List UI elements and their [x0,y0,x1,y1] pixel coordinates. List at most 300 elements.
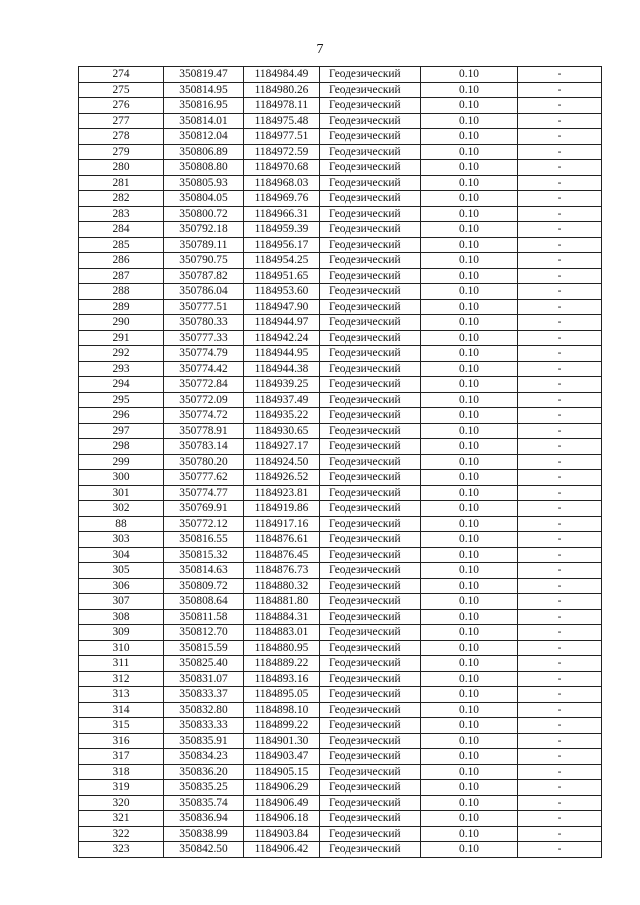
method-cell: Геодезический [320,408,421,424]
coordinates-table-body [79,67,602,858]
y-coordinate-cell: 1184939.25 [244,377,320,393]
y-coordinate-cell: 1184968.03 [244,175,320,191]
table-row [79,299,602,315]
method-cell: Геодезический [320,67,421,83]
x-coordinate-cell: 350842.50 [164,842,244,858]
y-coordinate-cell: 1184889.22 [244,656,320,672]
method-cell: Геодезический [320,82,421,98]
point-number-cell: 308 [79,609,164,625]
method-cell: Геодезический [320,811,421,827]
y-coordinate-cell: 1184947.90 [244,299,320,315]
method-cell: Геодезический [320,315,421,331]
point-number-cell: 293 [79,361,164,377]
x-coordinate-cell: 350816.55 [164,532,244,548]
x-coordinate-cell: 350769.91 [164,501,244,517]
table-row [79,764,602,780]
description-cell: - [518,346,602,362]
point-number-cell: 314 [79,702,164,718]
table-row [79,253,602,269]
method-cell: Геодезический [320,470,421,486]
method-cell: Геодезический [320,780,421,796]
accuracy-cell: 0.10 [421,268,518,284]
x-coordinate-cell: 350835.25 [164,780,244,796]
point-number-cell: 277 [79,113,164,129]
method-cell: Геодезический [320,423,421,439]
y-coordinate-cell: 1184906.42 [244,842,320,858]
accuracy-cell: 0.10 [421,144,518,160]
accuracy-cell: 0.10 [421,98,518,114]
accuracy-cell: 0.10 [421,454,518,470]
description-cell: - [518,516,602,532]
method-cell: Геодезический [320,671,421,687]
point-number-cell: 282 [79,191,164,207]
x-coordinate-cell: 350772.12 [164,516,244,532]
table-row [79,702,602,718]
description-cell: - [518,175,602,191]
point-number-cell: 323 [79,842,164,858]
accuracy-cell: 0.10 [421,470,518,486]
y-coordinate-cell: 1184978.11 [244,98,320,114]
description-cell: - [518,299,602,315]
description-cell: - [518,268,602,284]
method-cell: Геодезический [320,206,421,222]
table-row [79,284,602,300]
x-coordinate-cell: 350836.20 [164,764,244,780]
accuracy-cell: 0.10 [421,206,518,222]
point-number-cell: 300 [79,470,164,486]
table-row [79,594,602,610]
accuracy-cell: 0.10 [421,485,518,501]
table-row [79,361,602,377]
accuracy-cell: 0.10 [421,113,518,129]
method-cell: Геодезический [320,377,421,393]
description-cell: - [518,222,602,238]
method-cell: Геодезический [320,268,421,284]
y-coordinate-cell: 1184944.38 [244,361,320,377]
table-row [79,625,602,641]
y-coordinate-cell: 1184927.17 [244,439,320,455]
table-row [79,563,602,579]
accuracy-cell: 0.10 [421,501,518,517]
point-number-cell: 306 [79,578,164,594]
method-cell: Геодезический [320,594,421,610]
accuracy-cell: 0.10 [421,733,518,749]
y-coordinate-cell: 1184969.76 [244,191,320,207]
table-row [79,439,602,455]
x-coordinate-cell: 350833.37 [164,687,244,703]
method-cell: Геодезический [320,764,421,780]
accuracy-cell: 0.10 [421,625,518,641]
y-coordinate-cell: 1184937.49 [244,392,320,408]
x-coordinate-cell: 350811.58 [164,609,244,625]
accuracy-cell: 0.10 [421,175,518,191]
description-cell: - [518,129,602,145]
x-coordinate-cell: 350814.95 [164,82,244,98]
x-coordinate-cell: 350772.84 [164,377,244,393]
table-row [79,718,602,734]
x-coordinate-cell: 350808.80 [164,160,244,176]
y-coordinate-cell: 1184898.10 [244,702,320,718]
description-cell: - [518,687,602,703]
method-cell: Геодезический [320,749,421,765]
coordinates-table [78,66,602,858]
table-row [79,780,602,796]
x-coordinate-cell: 350774.72 [164,408,244,424]
point-number-cell: 310 [79,640,164,656]
x-coordinate-cell: 350774.42 [164,361,244,377]
x-coordinate-cell: 350825.40 [164,656,244,672]
description-cell: - [518,702,602,718]
table-row [79,268,602,284]
table-row [79,237,602,253]
accuracy-cell: 0.10 [421,191,518,207]
description-cell: - [518,330,602,346]
x-coordinate-cell: 350809.72 [164,578,244,594]
table-row [79,749,602,765]
y-coordinate-cell: 1184926.52 [244,470,320,486]
x-coordinate-cell: 350806.89 [164,144,244,160]
description-cell: - [518,718,602,734]
description-cell: - [518,842,602,858]
y-coordinate-cell: 1184956.17 [244,237,320,253]
x-coordinate-cell: 350774.77 [164,485,244,501]
y-coordinate-cell: 1184975.48 [244,113,320,129]
description-cell: - [518,377,602,393]
point-number-cell: 280 [79,160,164,176]
y-coordinate-cell: 1184944.95 [244,346,320,362]
x-coordinate-cell: 350787.82 [164,268,244,284]
table-row [79,113,602,129]
method-cell: Геодезический [320,485,421,501]
accuracy-cell: 0.10 [421,160,518,176]
point-number-cell: 290 [79,315,164,331]
x-coordinate-cell: 350792.18 [164,222,244,238]
y-coordinate-cell: 1184899.22 [244,718,320,734]
point-number-cell: 274 [79,67,164,83]
method-cell: Геодезический [320,625,421,641]
description-cell: - [518,625,602,641]
point-number-cell: 320 [79,795,164,811]
y-coordinate-cell: 1184876.45 [244,547,320,563]
method-cell: Геодезический [320,346,421,362]
x-coordinate-cell: 350815.59 [164,640,244,656]
y-coordinate-cell: 1184884.31 [244,609,320,625]
table-row [79,640,602,656]
accuracy-cell: 0.10 [421,67,518,83]
method-cell: Геодезический [320,718,421,734]
point-number-cell: 295 [79,392,164,408]
description-cell: - [518,795,602,811]
point-number-cell: 298 [79,439,164,455]
table-row [79,733,602,749]
method-cell: Геодезический [320,656,421,672]
description-cell: - [518,532,602,548]
point-number-cell: 312 [79,671,164,687]
point-number-cell: 322 [79,826,164,842]
point-number-cell: 88 [79,516,164,532]
accuracy-cell: 0.10 [421,563,518,579]
table-row [79,532,602,548]
table-row [79,470,602,486]
y-coordinate-cell: 1184876.61 [244,532,320,548]
table-row [79,671,602,687]
x-coordinate-cell: 350832.80 [164,702,244,718]
page-number: 7 [316,42,324,57]
accuracy-cell: 0.10 [421,222,518,238]
x-coordinate-cell: 350777.62 [164,470,244,486]
accuracy-cell: 0.10 [421,656,518,672]
description-cell: - [518,563,602,579]
accuracy-cell: 0.10 [421,718,518,734]
method-cell: Геодезический [320,222,421,238]
y-coordinate-cell: 1184906.18 [244,811,320,827]
table-row [79,392,602,408]
x-coordinate-cell: 350780.20 [164,454,244,470]
description-cell: - [518,284,602,300]
point-number-cell: 318 [79,764,164,780]
description-cell: - [518,423,602,439]
table-row [79,842,602,858]
description-cell: - [518,253,602,269]
description-cell: - [518,826,602,842]
accuracy-cell: 0.10 [421,811,518,827]
y-coordinate-cell: 1184883.01 [244,625,320,641]
description-cell: - [518,547,602,563]
accuracy-cell: 0.10 [421,82,518,98]
x-coordinate-cell: 350835.91 [164,733,244,749]
method-cell: Геодезический [320,516,421,532]
table-row [79,423,602,439]
y-coordinate-cell: 1184977.51 [244,129,320,145]
table-row [79,160,602,176]
method-cell: Геодезический [320,702,421,718]
accuracy-cell: 0.10 [421,594,518,610]
x-coordinate-cell: 350834.23 [164,749,244,765]
y-coordinate-cell: 1184942.24 [244,330,320,346]
x-coordinate-cell: 350772.09 [164,392,244,408]
description-cell: - [518,485,602,501]
table-row [79,144,602,160]
accuracy-cell: 0.10 [421,516,518,532]
y-coordinate-cell: 1184970.68 [244,160,320,176]
point-number-cell: 279 [79,144,164,160]
description-cell: - [518,82,602,98]
description-cell: - [518,67,602,83]
table-row [79,578,602,594]
y-coordinate-cell: 1184881.80 [244,594,320,610]
description-cell: - [518,361,602,377]
accuracy-cell: 0.10 [421,346,518,362]
table-row [79,408,602,424]
method-cell: Геодезический [320,501,421,517]
method-cell: Геодезический [320,563,421,579]
method-cell: Геодезический [320,392,421,408]
accuracy-cell: 0.10 [421,547,518,563]
x-coordinate-cell: 350814.01 [164,113,244,129]
method-cell: Геодезический [320,547,421,563]
accuracy-cell: 0.10 [421,640,518,656]
description-cell: - [518,98,602,114]
description-cell: - [518,408,602,424]
method-cell: Геодезический [320,284,421,300]
accuracy-cell: 0.10 [421,842,518,858]
y-coordinate-cell: 1184905.15 [244,764,320,780]
x-coordinate-cell: 350808.64 [164,594,244,610]
method-cell: Геодезический [320,609,421,625]
y-coordinate-cell: 1184924.50 [244,454,320,470]
y-coordinate-cell: 1184935.22 [244,408,320,424]
description-cell: - [518,160,602,176]
x-coordinate-cell: 350812.04 [164,129,244,145]
table-row [79,129,602,145]
y-coordinate-cell: 1184903.84 [244,826,320,842]
table-row [79,609,602,625]
accuracy-cell: 0.10 [421,408,518,424]
point-number-cell: 296 [79,408,164,424]
point-number-cell: 287 [79,268,164,284]
description-cell: - [518,749,602,765]
method-cell: Геодезический [320,330,421,346]
table-row [79,346,602,362]
table-row [79,656,602,672]
x-coordinate-cell: 350816.95 [164,98,244,114]
table-row [79,547,602,563]
table-row [79,377,602,393]
accuracy-cell: 0.10 [421,532,518,548]
y-coordinate-cell: 1184984.49 [244,67,320,83]
description-cell: - [518,454,602,470]
y-coordinate-cell: 1184966.31 [244,206,320,222]
y-coordinate-cell: 1184951.65 [244,268,320,284]
method-cell: Геодезический [320,98,421,114]
point-number-cell: 286 [79,253,164,269]
description-cell: - [518,764,602,780]
y-coordinate-cell: 1184959.39 [244,222,320,238]
accuracy-cell: 0.10 [421,780,518,796]
point-number-cell: 284 [79,222,164,238]
accuracy-cell: 0.10 [421,392,518,408]
x-coordinate-cell: 350814.63 [164,563,244,579]
point-number-cell: 289 [79,299,164,315]
y-coordinate-cell: 1184953.60 [244,284,320,300]
x-coordinate-cell: 350786.04 [164,284,244,300]
point-number-cell: 313 [79,687,164,703]
table-row [79,67,602,83]
method-cell: Геодезический [320,144,421,160]
table-row [79,485,602,501]
y-coordinate-cell: 1184917.16 [244,516,320,532]
point-number-cell: 276 [79,98,164,114]
accuracy-cell: 0.10 [421,578,518,594]
point-number-cell: 316 [79,733,164,749]
y-coordinate-cell: 1184906.29 [244,780,320,796]
y-coordinate-cell: 1184923.81 [244,485,320,501]
y-coordinate-cell: 1184930.65 [244,423,320,439]
accuracy-cell: 0.10 [421,361,518,377]
accuracy-cell: 0.10 [421,253,518,269]
method-cell: Геодезический [320,191,421,207]
point-number-cell: 292 [79,346,164,362]
method-cell: Геодезический [320,842,421,858]
accuracy-cell: 0.10 [421,129,518,145]
point-number-cell: 299 [79,454,164,470]
accuracy-cell: 0.10 [421,609,518,625]
method-cell: Геодезический [320,237,421,253]
point-number-cell: 304 [79,547,164,563]
accuracy-cell: 0.10 [421,795,518,811]
description-cell: - [518,113,602,129]
point-number-cell: 321 [79,811,164,827]
point-number-cell: 283 [79,206,164,222]
point-number-cell: 278 [79,129,164,145]
accuracy-cell: 0.10 [421,826,518,842]
description-cell: - [518,594,602,610]
accuracy-cell: 0.10 [421,687,518,703]
description-cell: - [518,578,602,594]
y-coordinate-cell: 1184893.16 [244,671,320,687]
method-cell: Геодезический [320,129,421,145]
y-coordinate-cell: 1184880.32 [244,578,320,594]
point-number-cell: 297 [79,423,164,439]
point-number-cell: 311 [79,656,164,672]
point-number-cell: 317 [79,749,164,765]
method-cell: Геодезический [320,733,421,749]
x-coordinate-cell: 350804.05 [164,191,244,207]
table-row [79,175,602,191]
description-cell: - [518,811,602,827]
table-row [79,811,602,827]
x-coordinate-cell: 350800.72 [164,206,244,222]
accuracy-cell: 0.10 [421,284,518,300]
description-cell: - [518,392,602,408]
x-coordinate-cell: 350815.32 [164,547,244,563]
y-coordinate-cell: 1184876.73 [244,563,320,579]
y-coordinate-cell: 1184906.49 [244,795,320,811]
table-row [79,82,602,98]
x-coordinate-cell: 350777.33 [164,330,244,346]
y-coordinate-cell: 1184972.59 [244,144,320,160]
x-coordinate-cell: 350774.79 [164,346,244,362]
table-row [79,795,602,811]
accuracy-cell: 0.10 [421,439,518,455]
x-coordinate-cell: 350812.70 [164,625,244,641]
point-number-cell: 275 [79,82,164,98]
table-row [79,315,602,331]
x-coordinate-cell: 350819.47 [164,67,244,83]
method-cell: Геодезический [320,454,421,470]
point-number-cell: 281 [79,175,164,191]
description-cell: - [518,609,602,625]
table-row [79,501,602,517]
x-coordinate-cell: 350780.33 [164,315,244,331]
x-coordinate-cell: 350805.93 [164,175,244,191]
x-coordinate-cell: 350835.74 [164,795,244,811]
x-coordinate-cell: 350789.11 [164,237,244,253]
accuracy-cell: 0.10 [421,749,518,765]
point-number-cell: 315 [79,718,164,734]
y-coordinate-cell: 1184903.47 [244,749,320,765]
y-coordinate-cell: 1184954.25 [244,253,320,269]
method-cell: Геодезический [320,439,421,455]
accuracy-cell: 0.10 [421,299,518,315]
y-coordinate-cell: 1184980.26 [244,82,320,98]
accuracy-cell: 0.10 [421,377,518,393]
point-number-cell: 285 [79,237,164,253]
description-cell: - [518,439,602,455]
x-coordinate-cell: 350833.33 [164,718,244,734]
method-cell: Геодезический [320,113,421,129]
accuracy-cell: 0.10 [421,671,518,687]
